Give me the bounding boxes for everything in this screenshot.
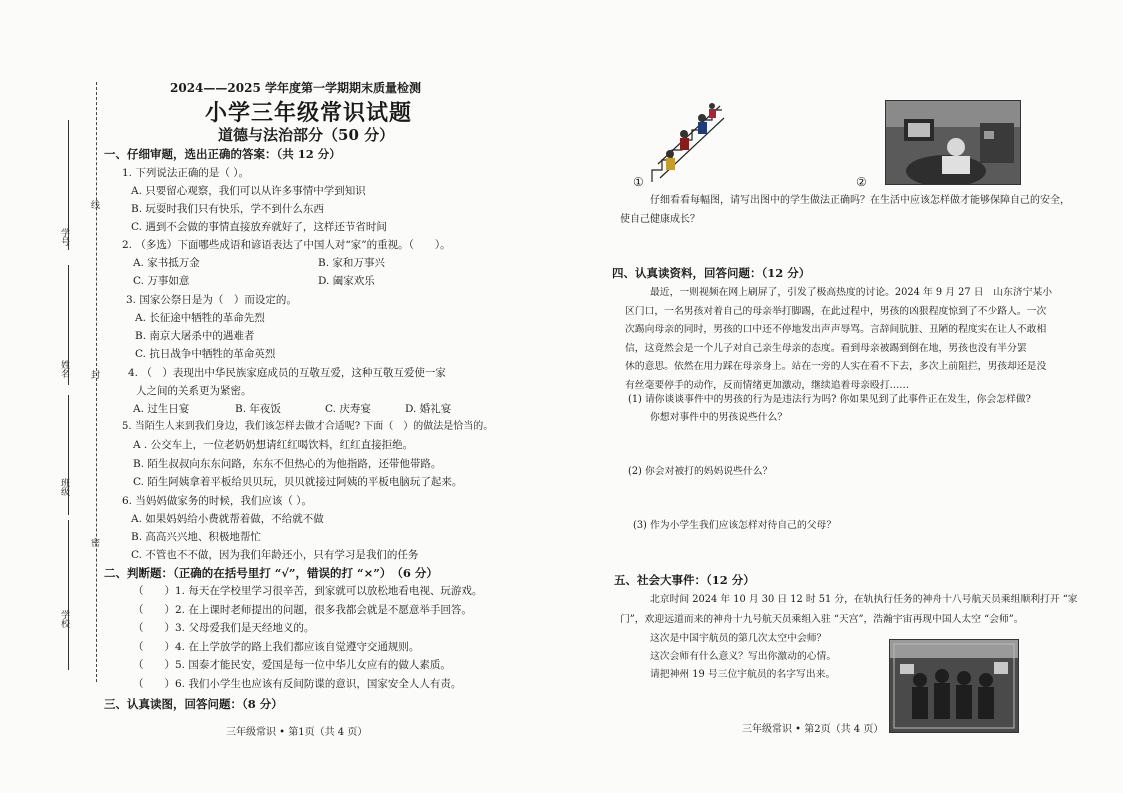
- school-blank: [68, 520, 69, 670]
- event-question-2: 这次会师有什么意义？写出你激动的心情。: [650, 651, 837, 662]
- passage-line: 有丝毫要停手的动作，反而情绪更加激动，继续追着母亲殴打……: [625, 380, 910, 391]
- q1-option-b[interactable]: B. 玩耍时我们只有快乐，学不到什么东西: [131, 203, 324, 215]
- q4-stem-2: 人之间的关系更为紧密。: [136, 385, 252, 397]
- judge-item: [133, 677, 461, 691]
- astronauts-photo: [889, 639, 1019, 733]
- q5-option-a[interactable]: A . 公交车上，一位老奶奶想请红红喝饮料，红红直接拒绝。: [133, 439, 414, 451]
- classroom-photo: [885, 100, 1021, 185]
- event-text-2: 门”，欢迎远道而来的神舟十九号航天员乘组入驻 “天宫”，浩瀚宇宙再现中国人太空 “会师”。: [620, 614, 1024, 625]
- judge-item: [133, 584, 482, 598]
- page-subtitle: 道德与法治部分（50 分）: [218, 126, 395, 144]
- q3-stem: 3. 国家公祭日是为（ ）而设定的。: [126, 294, 297, 306]
- seal-mark-line: 线: [89, 200, 99, 209]
- image-1-label: ①: [633, 175, 644, 189]
- q5-option-b[interactable]: B. 陌生叔叔向东东问路，东东不但热心的为他指路，还带他带路。: [133, 458, 442, 470]
- q3-option-b[interactable]: B. 南京大屠杀中的遇难者: [135, 330, 255, 342]
- judge-item: [133, 621, 314, 635]
- event-text-1: 北京时间 2024 年 10 月 30 日 12 时 51 分，在轨执行任务的神舟十八号航天员乘组顺利打开 “家: [650, 594, 1078, 605]
- q6-option-c[interactable]: C. 不管也不不做，因为我们年龄还小，只有学习是我们的任务: [131, 549, 419, 561]
- seal-line: [96, 82, 97, 682]
- passage-line: 信，这竟然会是一个儿子对自己亲生母亲的态度。看到母亲被踢到倒在地，男孩也没有半分罢: [625, 342, 1027, 354]
- label-school: 学校: [59, 610, 69, 628]
- judge-statement: 2. 在上课时老师提出的问题，很多我都会就是不愿意举手回答。: [175, 603, 472, 616]
- q5-option-c[interactable]: C. 陌生阿姨拿着平板给贝贝玩，贝贝就接过阿姨的平板电脑玩了起来。: [133, 476, 463, 488]
- picture-question: 仔细看看每幅图，请写出图中的学生做法正确吗？在生活中应该怎样做才能够保障自己的安全，: [650, 195, 1070, 206]
- passage-line: 最近，一则视频在网上刷屏了，引发了极高热度的讨论。2024 年 9 月 27 日 山东济宁某小: [650, 287, 1053, 298]
- section-3-heading: 三、认真读图，回答问题：（8 分）: [104, 697, 283, 711]
- q2-option-b[interactable]: B. 家和万事兴: [318, 257, 385, 269]
- judge-answer-parens[interactable]: （ ）: [133, 678, 175, 690]
- judge-answer-parens[interactable]: （ ）: [133, 603, 175, 616]
- q6-option-b[interactable]: B. 高高兴兴地、积极地帮忙: [131, 531, 261, 543]
- passage-line: 休的意思。依然在用力踩在母亲身上。站在一旁的人实在看不下去，多次上前阻拦，男孩却还是没: [625, 361, 1047, 373]
- exam-line: 2024——2025 学年度第一学期期末质量检测: [170, 81, 421, 95]
- event-question-3: 请把神州 19 号三位宇航员的名字写出来。: [650, 669, 836, 680]
- q6-stem: 6. 当妈妈做家务的时候，我们应该（ ）。: [122, 495, 312, 507]
- label-student-id: 学号: [59, 228, 69, 246]
- q4-1: (1) 请你谈谈事件中的男孩的行为是违法行为吗? 你如果见到了此事件正在发生，你会怎样做?: [628, 394, 1031, 405]
- q2-option-a[interactable]: A. 家书抵万金: [133, 257, 200, 269]
- staircase-illustration: [650, 94, 726, 184]
- q4-stem: 4. （ ）表现出中华民族家庭成员的互敬互爱，这种互敬互爱使一家: [128, 367, 446, 379]
- left-footer: 三年级常识 • 第1页（共 4 页）: [226, 727, 368, 738]
- class-blank: [68, 395, 69, 515]
- section-1-heading: 一、仔细审题，选出正确的答案：（共 12 分）: [104, 147, 341, 161]
- judge-statement: 6. 我们小学生也应该有反间防谍的意识，国家安全人人有责。: [175, 678, 462, 690]
- q1-option-c[interactable]: C. 遇到不会做的事情直接放弃就好了，这样还节省时间: [131, 221, 387, 233]
- q2-stem: 2. （多选）下面哪些成语和谚语表达了中国人对“家”的重视。（ ）。: [122, 239, 451, 251]
- q4-option-b[interactable]: B. 年夜饭: [235, 403, 281, 415]
- section-2-heading: 二、判断题：（正确的在括号里打 “√”，错误的打 “×”） （6 分）: [104, 566, 438, 580]
- judge-item: [133, 640, 419, 654]
- q1-option-a[interactable]: A. 只要留心观察，我们可以从许多事情中学到知识: [131, 185, 366, 197]
- q4-option-c[interactable]: C. 庆寿宴: [325, 403, 371, 415]
- section-4-heading: 四、认真读资料，回答问题：（12 分）: [612, 266, 811, 280]
- section-5-heading: 五、社会大事件：（12 分）: [614, 573, 755, 587]
- seal-mark-seal: 封: [89, 370, 99, 379]
- q4-option-d[interactable]: D. 婚礼宴: [405, 403, 452, 415]
- q4-1b: 你想对事件中的男孩说些什么？: [650, 412, 788, 423]
- seal-mark-dense: 密: [89, 538, 99, 547]
- q2-option-c[interactable]: C. 万事如意: [133, 275, 190, 287]
- right-footer: 三年级常识 • 第2页（共 4 页）: [742, 724, 884, 735]
- passage-line: 区门口，一名男孩对着自己的母亲举打脚踢，在此过程中，男孩的凶狠程度惊到了不少路人。一次: [625, 305, 1047, 317]
- q3-option-a[interactable]: A. 长征途中牺牲的革命先烈: [135, 312, 265, 324]
- event-question-1: 这次是中国宇航员的第几次太空中会师？: [650, 633, 827, 644]
- q5-stem: 5. 当陌生人来到我们身边，我们该怎样去做才合适呢? 下面（ ）的做法是恰当的。: [122, 421, 494, 432]
- judge-answer-parens[interactable]: （ ）: [133, 640, 175, 653]
- q1-stem: 1. 下列说法正确的是（ ）。: [122, 167, 249, 179]
- q3-option-c[interactable]: C. 抗日战争中牺牲的革命英烈: [135, 348, 276, 360]
- q4-2: (2) 你会对被打的妈妈说些什么？: [628, 466, 773, 477]
- judge-answer-parens[interactable]: （ ）: [133, 622, 175, 635]
- judge-answer-parens[interactable]: （ ）: [133, 659, 175, 672]
- judge-item: [133, 658, 451, 672]
- passage-line: 次踢向母亲的同时，男孩的口中还不停地发出声声辱骂。言辞间肮脏、丑陋的程度实在让人不敢相: [625, 324, 1047, 336]
- judge-statement: 4. 在上学放学的路上我们都应该自觉遵守交通规则。: [175, 640, 420, 653]
- judge-answer-parens[interactable]: （ ）: [133, 585, 175, 597]
- label-name: 姓名: [59, 360, 69, 378]
- page-title: 小学三年级常识试题: [205, 100, 413, 126]
- q4-3: (3) 作为小学生我们应该怎样对待自己的父母？: [633, 520, 837, 531]
- q6-option-a[interactable]: A. 如果妈妈给小费就帮着做，不给就不做: [131, 513, 324, 525]
- q2-option-d[interactable]: D. 阖家欢乐: [318, 275, 375, 287]
- picture-question-2: 使自己健康成长？: [620, 214, 700, 225]
- judge-statement: 5. 国泰才能民安，爱国是每一位中华儿女应有的做人素质。: [175, 659, 451, 672]
- label-class: 班级: [59, 478, 69, 496]
- image-2-label: ②: [856, 175, 867, 189]
- judge-statement: 1. 每天在学校里学习很辛苦，到家就可以放松地看电视、玩游戏。: [175, 585, 483, 597]
- judge-statement: 3. 父母爱我们是天经地义的。: [175, 622, 315, 635]
- q4-option-a[interactable]: A. 过生日宴: [133, 403, 190, 415]
- judge-item: [133, 603, 472, 617]
